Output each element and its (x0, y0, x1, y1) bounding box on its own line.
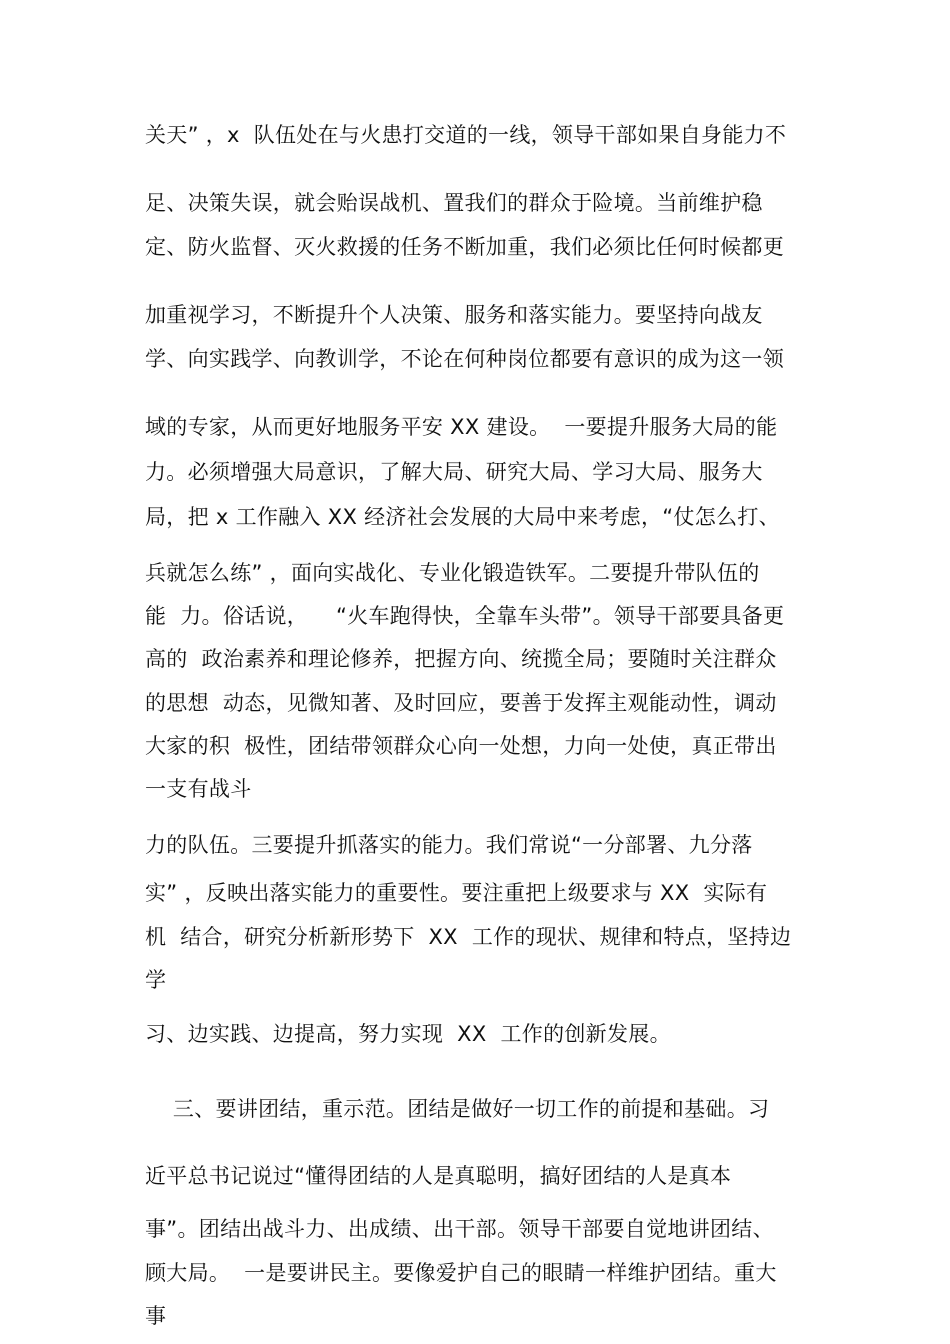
text-line: 的思想 动态，见微知著、及时回应，要善于发挥主观能动性，调动 (145, 691, 777, 715)
text-line: 事 (145, 1304, 167, 1328)
text-line: 机 结合，研究分析新形势下 XX 工作的现状、规律和特点，坚持边 (145, 925, 792, 949)
text-line: 定、防火监督、灭火救援的任务不断加重，我们必须比任何时候都更 (145, 235, 784, 259)
text-line: 力。必须增强大局意识，了解大局、研究大局、学习大局、服务大 (145, 460, 763, 484)
text-line: 顾大局。 一是要讲民主。要像爱护自己的眼睛一样维护团结。重大 (145, 1261, 777, 1285)
text-line: 近平总书记说过“懂得团结的人是真聪明，搞好团结的人是真本 (145, 1164, 732, 1188)
text-line: 关天” ，x 队伍处在与火患打交道的一线，领导干部如果自身能力不 (145, 123, 787, 147)
text-line: 加重视学习，不断提升个人决策、服务和落实能力。要坚持向战友 (145, 303, 763, 327)
text-line: 事”。团结出战斗力、出成绩、出干部。领导干部要自觉地讲团结、 (145, 1217, 774, 1241)
text-line: 一支有战斗 (145, 777, 252, 801)
text-line: 三、要讲团结，重示范。团结是做好一切工作的前提和基础。习 (145, 1097, 770, 1121)
text-line: 能 力。俗话说， “火车跑得快，全靠车头带”。领导干部要具备更 (145, 604, 785, 628)
text-line: 大家的积 极性，团结带领群众心向一处想，力向一处使，真正带出 (145, 734, 777, 758)
text-line: 局，把 x 工作融入 XX 经济社会发展的大局中来考虑，“仗怎么打、 (145, 505, 780, 529)
text-line: 学 (145, 968, 167, 992)
text-line: 实” ，反映出落实能力的重要性。要注重把上级要求与 XX 实际有 (145, 881, 768, 905)
text-line: 习、边实践、边提高，努力实现 XX 工作的创新发展。 (145, 1022, 671, 1046)
text-line: 域的专家，从而更好地服务平安 XX 建设。 一要提升服务大局的能 (145, 415, 778, 439)
text-line: 足、决策失误，就会贻误战机、置我们的群众于险境。当前维护稳 (145, 191, 763, 215)
text-line: 兵就怎么练” ，面向实战化、专业化锻造铁军。二要提升带队伍的 (145, 561, 760, 585)
text-line: 高的 政治素养和理论修养，把握方向、统揽全局；要随时关注群众 (145, 647, 777, 671)
text-line: 力的队伍。三要提升抓落实的能力。我们常说“一分部署、九分落 (145, 833, 753, 857)
text-line: 学、向实践学、向教训学，不论在何种岗位都要有意识的成为这一领 (145, 347, 784, 371)
